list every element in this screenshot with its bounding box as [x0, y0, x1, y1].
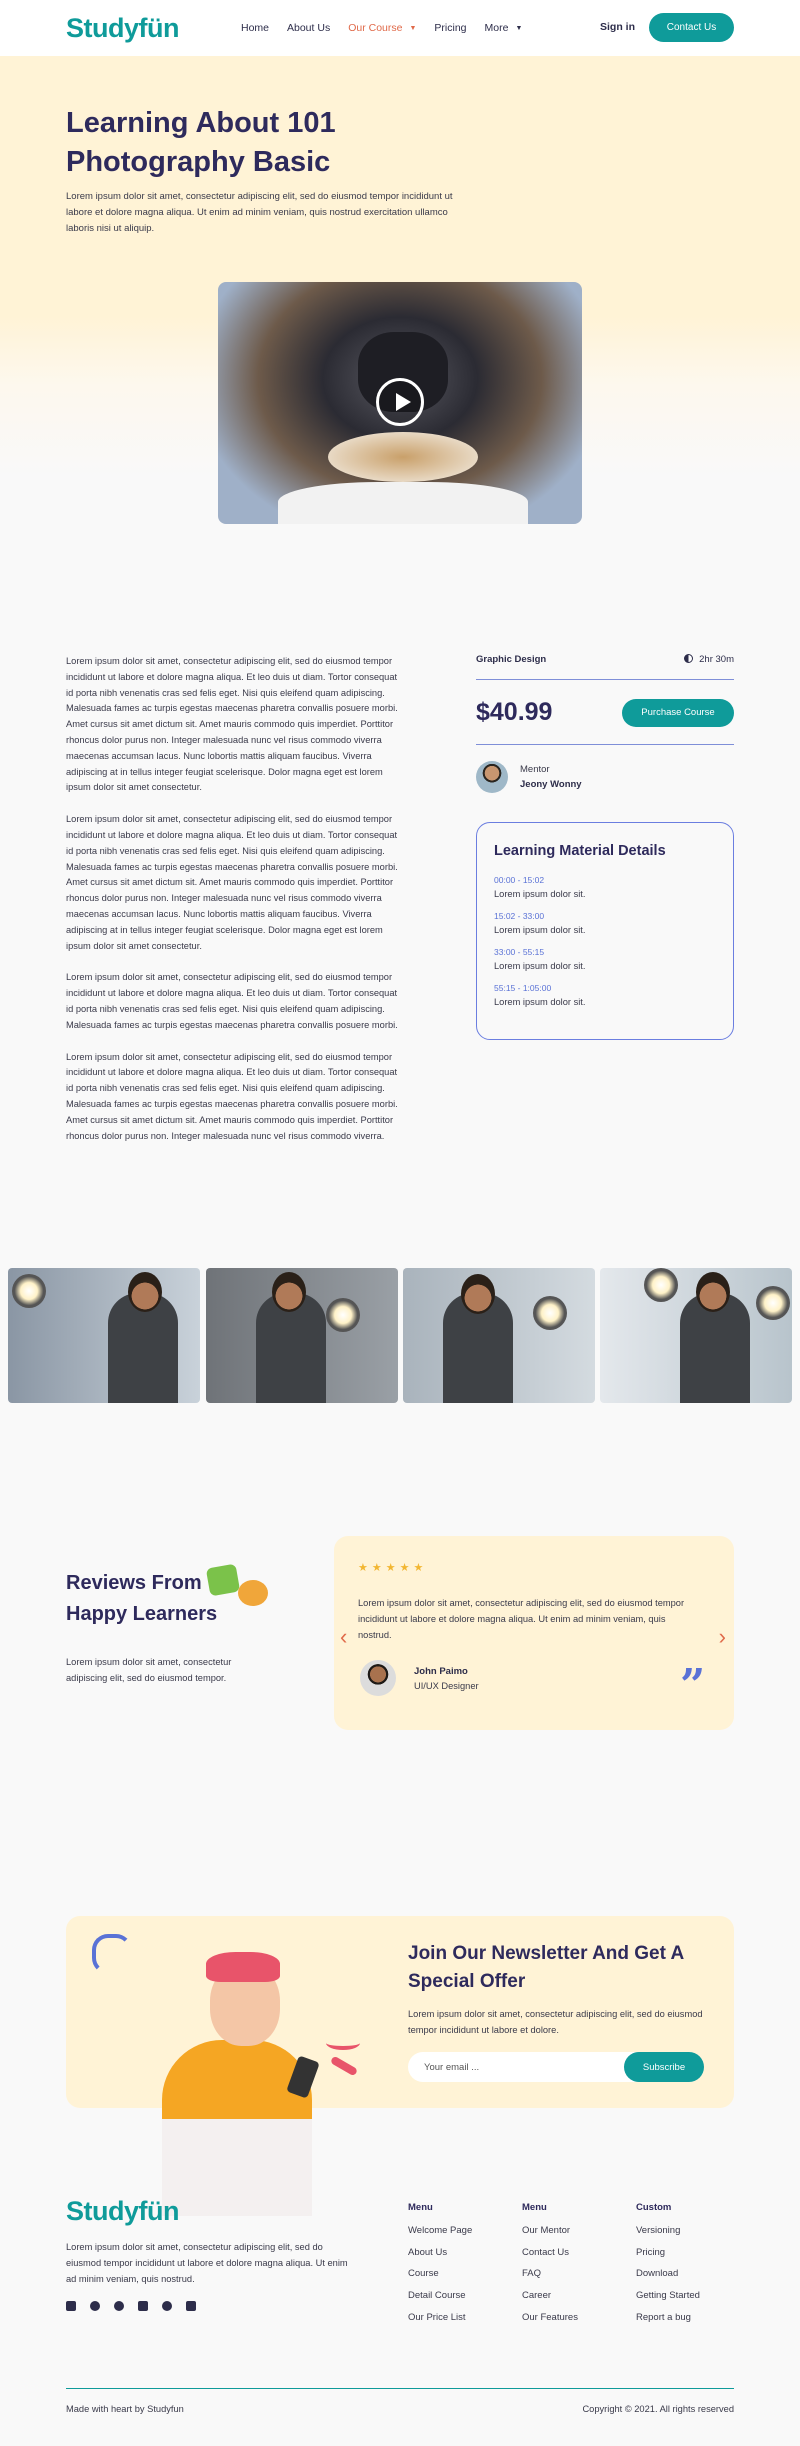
- material-time: 55:15 - 1:05:00: [494, 983, 552, 993]
- material-text: Lorem ipsum dolor sit.: [494, 925, 586, 935]
- avatar: [476, 761, 508, 793]
- studio-light: [756, 1286, 790, 1320]
- course-category: Graphic Design: [476, 654, 547, 665]
- logo[interactable]: Studyfün: [66, 12, 179, 43]
- newsletter-desc: Lorem ipsum dolor sit amet, consectetur adipiscing elit, sed do eiusmod tempor incididunt ut labore et dolore.: [408, 2009, 703, 2035]
- mentor-name: Jeony Wonny: [520, 779, 582, 790]
- subscribe-button[interactable]: Subscribe: [624, 2052, 704, 2082]
- footer-link[interactable]: Versioning: [636, 2225, 681, 2236]
- sign-in-link[interactable]: Sign in: [600, 21, 635, 33]
- gallery-photo[interactable]: [206, 1268, 398, 1403]
- newsletter-card: [66, 1916, 734, 2108]
- reviews-subtitle: Lorem ipsum dolor sit amet, consectetur adipiscing elit, sed do eiusmod tempor.: [66, 1657, 232, 1683]
- footer-column-title: Menu: [408, 2202, 433, 2213]
- footer-link[interactable]: Download: [636, 2268, 679, 2280]
- video-thumbnail-cloth: [278, 482, 528, 524]
- material-time: 00:00 - 15:02: [494, 875, 545, 885]
- reviews-title: Reviews From Happy Learners: [66, 1572, 218, 1625]
- material-text: Lorem ipsum dolor sit.: [494, 961, 586, 971]
- footer-divider: [66, 2388, 734, 2389]
- footer-link[interactable]: Contact Us: [522, 2246, 569, 2258]
- clock-icon: [684, 654, 693, 663]
- nav-our-course[interactable]: [348, 22, 416, 34]
- material-text: Lorem ipsum dolor sit.: [494, 889, 586, 899]
- main-nav: [241, 22, 522, 34]
- material-item: [494, 947, 716, 971]
- character-hair: [206, 1952, 280, 1982]
- footer-link[interactable]: Welcome Page: [408, 2225, 473, 2236]
- photo-gallery: [0, 1268, 800, 1478]
- studio-light: [533, 1296, 567, 1330]
- studio-light: [326, 1298, 360, 1332]
- learning-material-card: [476, 822, 734, 1040]
- footer-link[interactable]: Detail Course: [408, 2290, 466, 2302]
- material-time: 15:02 - 33:00: [494, 911, 545, 921]
- footer-link[interactable]: Report a bug: [636, 2311, 691, 2323]
- paragraph: Lorem ipsum dolor sit amet, consectetur adipiscing elit, sed do eiusmod tempor incididunt ut labore et dolore magna aliqua. Et leo duis ut diam. Tortor consequat id porta nibh venenatis cras sed felis eget. Nisi quis eleifend quam adipiscing. Malesuada fames ac turpis egestas maecenas pharetra convallis posuere morbi.: [66, 972, 398, 1030]
- photographer-head: [128, 1272, 162, 1312]
- footer-logo[interactable]: Studyfün: [66, 2196, 179, 2226]
- reviews-section: [0, 1478, 800, 1808]
- copyright-text: Copyright © 2021. All rights reserved: [582, 2404, 734, 2414]
- play-icon[interactable]: [376, 378, 424, 426]
- nav-our-course-label: Our Course: [348, 22, 403, 34]
- footer-column: [408, 2202, 472, 2333]
- quote-icon: ”: [680, 1660, 706, 1711]
- footer-column: [522, 2202, 578, 2333]
- chevron-right-icon[interactable]: ›: [718, 1624, 726, 1649]
- studio-light: [12, 1274, 46, 1308]
- photographer-head: [272, 1272, 306, 1312]
- made-by-text: Made with heart by Studyfun: [66, 2404, 184, 2414]
- paragraph: Lorem ipsum dolor sit amet, consectetur adipiscing elit, sed do eiusmod tempor incididunt ut labore et dolore magna aliqua. Et leo duis ut diam. Tortor consequat id porta nibh venenatis cras sed felis eget. Nisi quis eleifend quam adipiscing. Malesuada fames ac turpis egestas maecenas pharetra convallis posuere morbi. Amet cursus sit amet dictum sit. Amet mauris commodo quis imperdiet. Porttitor rhoncus dolor purus non. Integer malesuada nunc vel risus commodo viverra maecenas accumsan lacus. Nunc lobortis mattis aliquam faucibus. Viverra adipiscing at in tellus integer feugiat scelerisque. Dolor magna eget est lorem ipsum dolor sit amet consectetur.: [66, 656, 398, 793]
- social-links: [66, 2301, 196, 2311]
- instagram-icon[interactable]: [114, 2301, 124, 2311]
- subscribe-form: [408, 2052, 704, 2082]
- email-field[interactable]: [424, 2059, 604, 2075]
- material-title: Learning Material Details: [494, 843, 666, 859]
- course-content: [0, 548, 800, 1268]
- course-meta: [476, 654, 734, 680]
- chat-bubble-orange: [238, 1580, 268, 1606]
- studio-light: [644, 1268, 678, 1302]
- footer-link[interactable]: Pricing: [636, 2246, 666, 2258]
- course-sidebar: [476, 654, 734, 1040]
- footer-link[interactable]: Our Mentor: [522, 2225, 571, 2236]
- footer-link[interactable]: Course: [408, 2268, 439, 2280]
- page-title: Learning About 101 Photography Basic: [66, 107, 336, 178]
- reviewer-name: John Paimo: [414, 1666, 468, 1677]
- reviewer-role: UI/UX Designer: [414, 1681, 479, 1691]
- mentor-label: Mentor: [520, 764, 550, 775]
- video-thumbnail-food: [328, 432, 478, 482]
- site-header: [0, 0, 800, 56]
- rating-stars: ★★★★★: [358, 1562, 428, 1574]
- contact-us-button[interactable]: Contact Us: [649, 13, 734, 42]
- gallery-photo[interactable]: [600, 1268, 792, 1403]
- paragraph: Lorem ipsum dolor sit amet, consectetur adipiscing elit, sed do eiusmod tempor incididunt ut labore et dolore magna aliqua. Et leo duis ut diam. Tortor consequat id porta nibh venenatis cras sed felis eget. Nisi quis eleifend quam adipiscing. Malesuada fames ac turpis egestas maecenas pharetra convallis posuere morbi. Amet cursus sit amet dictum sit. Amet mauris commodo quis imperdiet. Porttitor rhoncus dolor purus non. Integer malesuada nunc vel risus commodo viverra.: [66, 1051, 398, 1141]
- nav-more[interactable]: [485, 22, 523, 34]
- photographer-head: [461, 1274, 495, 1314]
- hero-section: [0, 56, 800, 548]
- newsletter-title: Join Our Newsletter And Get A Special Offer: [408, 1943, 684, 1992]
- footer-column: [636, 2202, 700, 2333]
- mentor: [476, 761, 734, 793]
- footer-desc: Lorem ipsum dolor sit amet, consectetur adipiscing elit, sed do eiusmod tempor incididunt ut labore et dolore magna aliqua. Ut enim ad minim veniam, quis nostrud.: [66, 2242, 348, 2284]
- course-description: [66, 654, 402, 1160]
- pill-decoration: [330, 2056, 358, 2077]
- paragraph: Lorem ipsum dolor sit amet, consectetur adipiscing elit, sed do eiusmod tempor incididunt ut labore et dolore magna aliqua. Et leo duis ut diam. Tortor consequat id porta nibh venenatis cras sed felis eget. Nisi quis eleifend quam adipiscing. Malesuada fames ac turpis egestas maecenas pharetra convallis posuere morbi. Amet cursus sit amet dictum sit. Amet mauris commodo quis imperdiet. Porttitor rhoncus dolor purus non. Integer malesuada nunc vel risus commodo viverra maecenas accumsan lacus. Nunc lobortis mattis aliquam faucibus. Viverra adipiscing at in tellus integer feugiat scelerisque. Dolor magna eget est lorem ipsum dolor sit amet consectetur.: [66, 814, 398, 951]
- review-card: [334, 1536, 734, 1730]
- newsletter-section: [0, 1808, 800, 2188]
- photographer-head: [696, 1272, 730, 1312]
- footer-link[interactable]: Getting Started: [636, 2290, 700, 2302]
- chevron-left-icon[interactable]: ‹: [340, 1624, 348, 1649]
- twitter-icon[interactable]: [90, 2301, 100, 2311]
- nav-about[interactable]: About Us: [287, 22, 331, 34]
- material-time: 33:00 - 55:15: [494, 947, 545, 957]
- facebook-icon[interactable]: [66, 2301, 76, 2311]
- footer-link[interactable]: Our Price List: [408, 2311, 466, 2323]
- material-item: [494, 983, 716, 1007]
- site-footer: [0, 2188, 800, 2446]
- dribbble-icon[interactable]: [162, 2301, 172, 2311]
- course-price: $40.99: [476, 698, 553, 726]
- footer-column-title: Custom: [636, 2202, 672, 2213]
- material-text: Lorem ipsum dolor sit.: [494, 997, 586, 1007]
- chat-bubbles-icon: [208, 1566, 270, 1612]
- purchase-course-button[interactable]: Purchase Course: [622, 699, 734, 727]
- material-item: [494, 911, 716, 935]
- course-duration: [684, 654, 734, 665]
- review-text: Lorem ipsum dolor sit amet, consectetur adipiscing elit, sed do eiusmod tempor incididunt ut labore et dolore magna aliqua. Ut enim ad minim veniam, quis nostrud.: [358, 1598, 685, 1640]
- material-item: [494, 875, 716, 899]
- nav-more-label: More: [484, 22, 509, 34]
- chat-icon[interactable]: [186, 2301, 196, 2311]
- chat-bubble-green: [206, 1564, 240, 1597]
- duration-value: 2hr 30m: [699, 654, 734, 665]
- squiggle-decoration: [92, 1934, 132, 1974]
- footer-link[interactable]: Career: [522, 2290, 552, 2302]
- footer-link[interactable]: About Us: [408, 2246, 448, 2258]
- gallery-photo[interactable]: [403, 1268, 595, 1403]
- hero-lead: Lorem ipsum dolor sit amet, consectetur adipiscing elit, sed do eiusmod tempor incididunt ut labore et dolore magna aliqua. Ut enim ad minim veniam, quis nostrud exercitation ullamco laboris nisi ut aliquip.: [66, 191, 453, 234]
- footer-link[interactable]: FAQ: [522, 2268, 542, 2280]
- nav-pricing[interactable]: Pricing: [434, 22, 467, 34]
- gallery-photo[interactable]: [8, 1268, 200, 1403]
- chevron-down-icon: ▼: [409, 24, 417, 32]
- squiggle-decoration: [326, 2036, 360, 2050]
- linkedin-icon[interactable]: [138, 2301, 148, 2311]
- price-row: [476, 680, 734, 745]
- avatar: [360, 1660, 396, 1696]
- footer-column-title: Menu: [522, 2202, 547, 2213]
- nav-home[interactable]: Home: [240, 22, 269, 34]
- course-video[interactable]: [218, 282, 582, 524]
- chevron-down-icon: ▼: [515, 24, 523, 32]
- footer-link[interactable]: Our Features: [522, 2311, 578, 2323]
